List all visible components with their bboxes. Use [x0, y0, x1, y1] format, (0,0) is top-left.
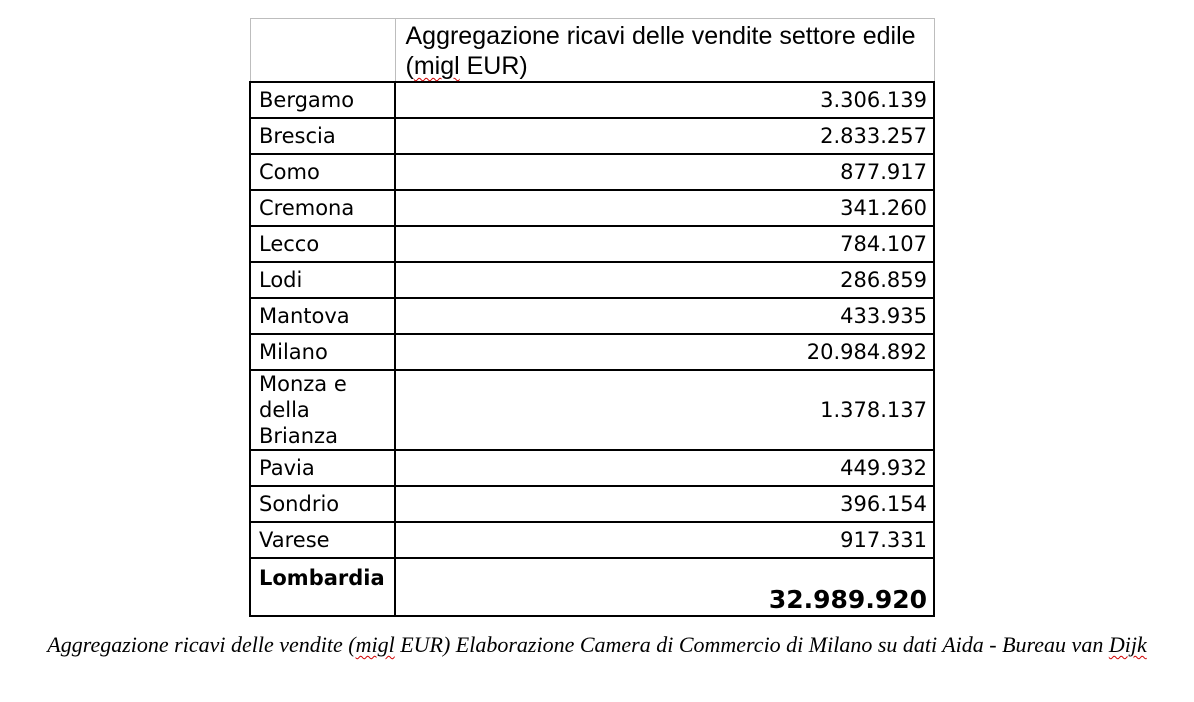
revenue-value: 20.984.892: [395, 334, 934, 370]
province-name: Lodi: [250, 262, 395, 298]
province-name: Sondrio: [250, 486, 395, 522]
caption-misspelled-word: Dijk: [1108, 632, 1147, 657]
table-row: [250, 190, 934, 226]
header-empty-cell: [250, 19, 395, 83]
revenue-value: 1.378.137: [395, 370, 934, 450]
total-row: [250, 558, 934, 616]
revenue-value: 433.935: [395, 298, 934, 334]
header-title-part-1: Aggregazione ricavi delle vendite settore edile (: [405, 22, 916, 80]
revenue-value: 784.107: [395, 226, 934, 262]
header-title-misspelled-word: migl: [413, 52, 460, 80]
revenue-value: 396.154: [395, 486, 934, 522]
province-name: Lecco: [250, 226, 395, 262]
province-name: Bergamo: [250, 82, 395, 118]
revenue-table: [249, 18, 935, 617]
table-row: [250, 522, 934, 558]
table-row: [250, 450, 934, 486]
caption-part-1: Aggregazione ricavi delle vendite (: [47, 632, 356, 657]
table-row: [250, 370, 934, 450]
revenue-value: 341.260: [395, 190, 934, 226]
revenue-value: 449.932: [395, 450, 934, 486]
province-name: Pavia: [250, 450, 395, 486]
table-row: [250, 298, 934, 334]
caption-part-3: EUR) Elaborazione Camera di Commercio di Milano su dati Aida - Bureau van: [394, 632, 1109, 657]
revenue-value: 2.833.257: [395, 118, 934, 154]
province-name: Brescia: [250, 118, 395, 154]
table-caption: [0, 630, 1194, 660]
revenue-value: 286.859: [395, 262, 934, 298]
total-region-name: Lombardia: [250, 558, 395, 616]
table-row: [250, 334, 934, 370]
province-name: Varese: [250, 522, 395, 558]
province-name: Como: [250, 154, 395, 190]
table-row: [250, 82, 934, 118]
total-revenue-value: 32.989.920: [395, 558, 934, 616]
revenue-value: 877.917: [395, 154, 934, 190]
table-header-row: [250, 19, 934, 83]
table-row: [250, 226, 934, 262]
province-name: Milano: [250, 334, 395, 370]
table-row: [250, 486, 934, 522]
revenue-value: 3.306.139: [395, 82, 934, 118]
table-row: [250, 118, 934, 154]
table-row: [250, 262, 934, 298]
revenue-value: 917.331: [395, 522, 934, 558]
header-title-part-3: EUR): [459, 52, 528, 80]
data-table-container: [249, 18, 933, 617]
table-row: [250, 154, 934, 190]
caption-misspelled-word: migl: [355, 632, 395, 657]
province-name: Mantova: [250, 298, 395, 334]
province-name: Monza e della Brianza: [250, 370, 395, 450]
header-title: [395, 19, 934, 83]
province-name: Cremona: [250, 190, 395, 226]
